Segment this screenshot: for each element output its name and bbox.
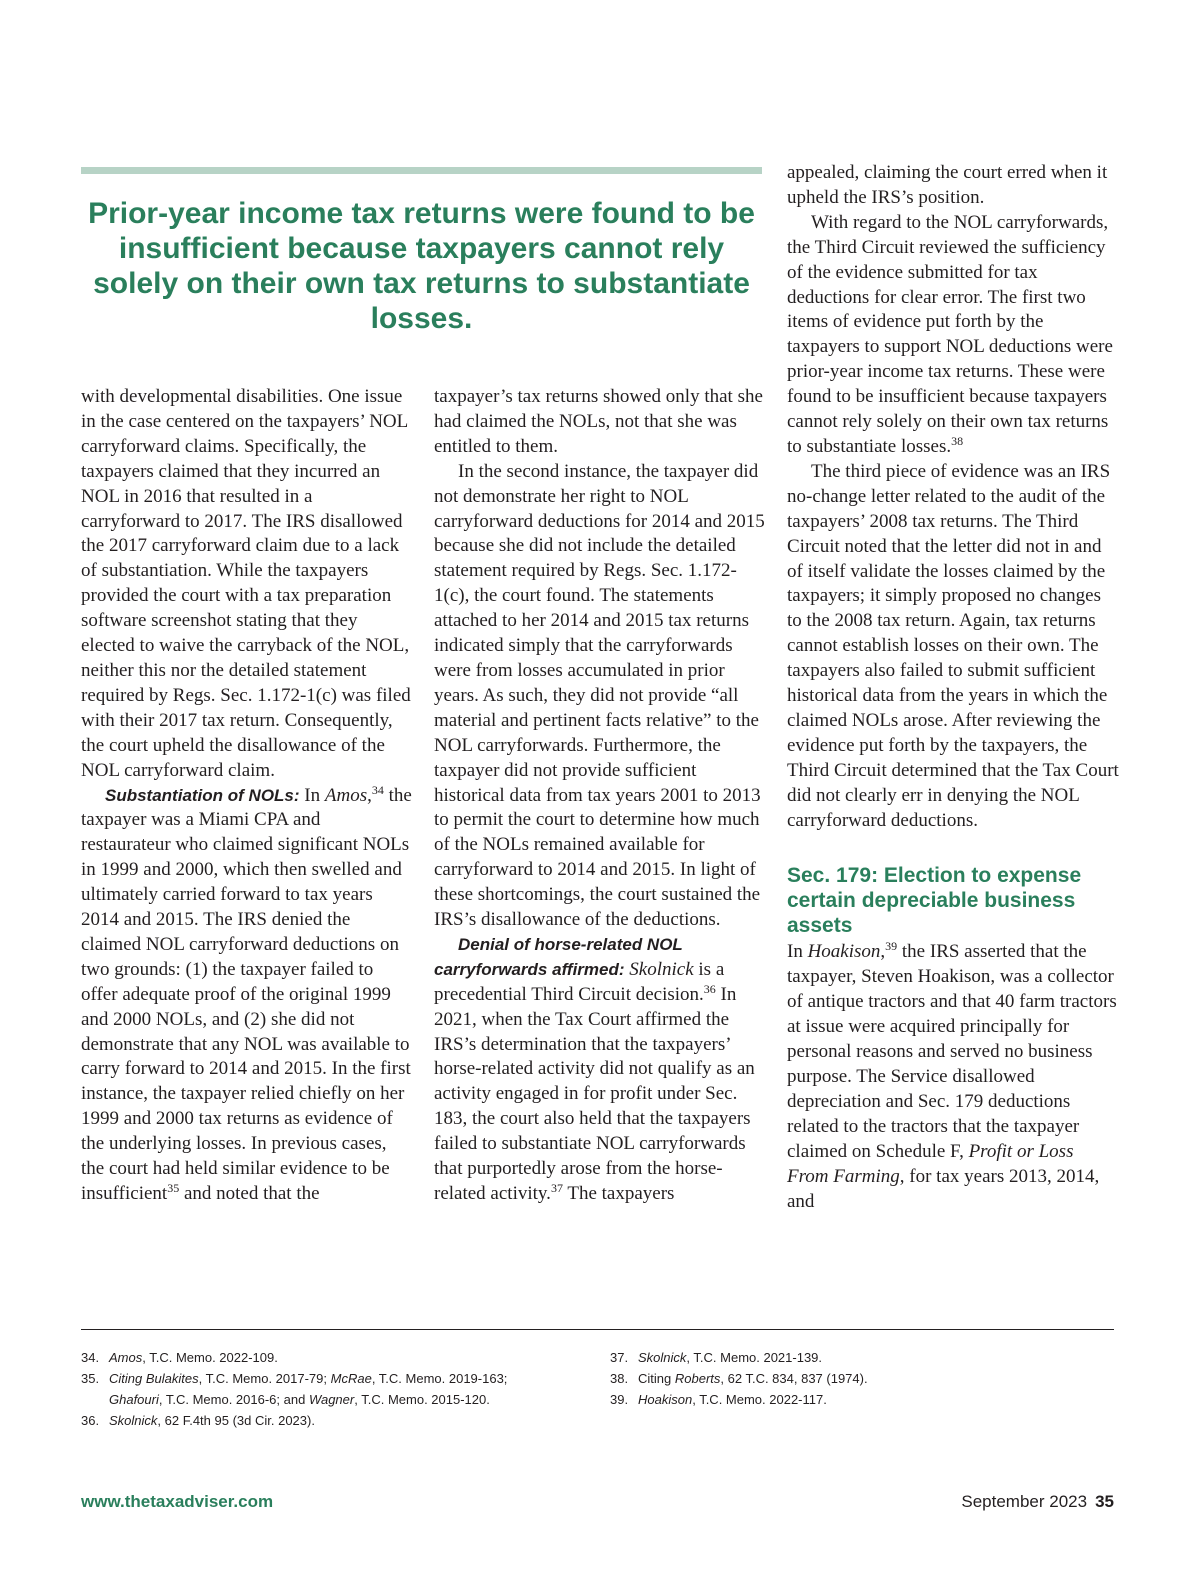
paragraph: The third piece of evidence was an IRS no-change letter related to the audit of the taxpayers’ 2008 tax returns. The Third Circuit noted that the letter did not in and of itself validate the losses claimed by the taxpayers; it simply proposed no changes to the 2008 tax return. Again, tax returns cannot establish losses on their own. The taxpayers also failed to submit sufficient historical data from the years in which the claimed NOLs arose. After reviewing the evidence put forth by the taxpayers, the Third Circuit determined that the Tax Court did not clearly err in denying the NOL carryforward deductions. — [787, 460, 1119, 831]
run-in-heading: Denial of horse-related NOL carryforwards affirmed: — [434, 934, 683, 979]
website-url: www.thetaxadviser.com — [81, 1492, 274, 1511]
footnotes-right — [610, 1347, 1090, 1410]
pull-quote: Prior-year income tax returns were found to be insufficient because taxpayers cannot rely solely on their own tax returns to substantiate losses. — [88, 197, 755, 335]
column-3 — [787, 161, 1119, 1214]
paragraph: In Hoakison,$^{39}$ the IRS asserted that the taxpayer, Steven Hoakison, was a collector of antique tractors and that 40 farm tractors at issue were acquired principally for personal reasons and served no business purpose. The Service disallowed depreciation and Sec. 179 deductions related to the tractors that the taxpayer claimed on Schedule F, Profit or Loss From Farming, for tax years 2013, 2014, and — [787, 939, 1117, 1212]
column-2 — [434, 385, 766, 1207]
paragraph: In the second instance, the taxpayer did not demonstrate her right to NOL carryforward deductions for 2014 and 2015 because she did not include the detailed statement required by Regs. Sec. 1.172-1(c), the court found. The statements attached to her 2014 and 2015 tax returns indicated simply that the carryforwards were from losses accumulated in prior years. As such, they did not provide “all material and pertinent facts relative” to the NOL carryforwards. Furthermore, the taxpayer did not provide sufficient historical data from tax years 2001 to 2013 to permit the court to determine how much of the NOLs remained available for carryforward to 2014 and 2015. In light of these shortcomings, the court sustained the IRS’s disallowance of the deductions. — [434, 460, 765, 931]
paragraph: Substantiation of NOLs: In Amos,$^{34}$ the taxpayer was a Miami CPA and restaurateur who claimed significant NOLs in 1999 and 2000, which then swelled and ultimately carried forward to tax years 2014 and 2015. The IRS denied the claimed NOL carryforward deductions on two grounds: (1) the taxpayer failed to offer adequate proof of the original 1999 and 2000 NOLs, and (2) she did not demonstrate that any NOL was available to carry forward to 2014 and 2015. In the first instance, the taxpayer relied chiefly on her 1999 and 2000 tax returns as evidence of the underlying losses. In previous cases, the court had held similar evidence to be insufficient$^{35}$ and noted that the — [81, 782, 412, 1204]
footnote-ref: 36 — [703, 981, 716, 996]
page-number: 35 — [1095, 1492, 1114, 1511]
run-in-heading: Substantiation of NOLs: — [105, 785, 300, 805]
paragraph: Denial of horse-related NOL carryforwards affirmed: Skolnick is a precedential Third Circuit decision.$^{36}$ In 2021, when the Tax Court affirmed the IRS’s determination that the taxpayers’ horse-related activity did not qualify as an activity engaged in for profit under Sec. 183, the court also held that the taxpayers failed to substantiate NOL carryforwards that purportedly arose from the horse-related activity.$^{37}$ The taxpayers — [434, 934, 755, 1204]
footnote-39: 39. Hoakison, T.C. Memo. 2022-117. — [610, 1392, 827, 1407]
case-name: Hoakison — [807, 941, 881, 963]
paragraph: taxpayer’s tax returns showed only that she had claimed the NOLs, not that she was entitled to them. — [434, 386, 763, 457]
form-title: Profit or Loss From Farming — [787, 1140, 1074, 1187]
section-heading: Sec. 179: Election to expense certain depreciable business assets — [787, 864, 1082, 938]
footnote-35: 35. Citing Bulakites, T.C. Memo. 2017-79; McRae, T.C. Memo. 2019-163; Ghafouri, T.C. Memo. 2016-6; and Wagner, T.C. Memo. 2015-120. — [81, 1371, 508, 1407]
column-1 — [81, 385, 413, 1207]
footnote-ref: 34 — [371, 782, 384, 797]
footnote-ref: 39 — [885, 939, 898, 954]
footnote-ref: 37 — [550, 1181, 563, 1195]
case-name: Amos — [324, 784, 368, 806]
footnote-rule — [81, 1329, 1114, 1330]
footnote-38: 38. Citing Roberts, 62 T.C. 834, 837 (1974). — [610, 1371, 868, 1386]
footnote-37: 37. Skolnick, T.C. Memo. 2021-139. — [610, 1350, 823, 1365]
issue-date: September 2023 35 — [961, 1492, 1114, 1511]
paragraph: appealed, claiming the court erred when it upheld the IRS’s position. — [787, 162, 1108, 208]
case-name: Skolnick — [629, 958, 694, 980]
footnote-ref: 35 — [167, 1181, 180, 1195]
footnotes-left — [81, 1347, 561, 1431]
paragraph: with developmental disabilities. One issue in the case centered on the taxpayers’ NOL carryforward claims. Specifically, the taxpayers claimed that they incurred an NOL in 2016 that resulted in a carryforward to 2017. The IRS disallowed the 2017 carryforward claim due to a lack of substantiation. While the taxpayers provided the court with a tax preparation software screenshot stating that they elected to waive the carryback of the NOL, neither this nor the detailed statement required by Regs. Sec. 1.172-1(c) was filed with their 2017 tax return. Consequently, the court upheld the disallowance of the NOL carryforward claim. — [81, 386, 411, 781]
footnote-36: 36. Skolnick, 62 F.4th 95 (3d Cir. 2023). — [81, 1413, 315, 1428]
pull-quote-bar — [81, 167, 762, 174]
footnote-34: 34. Amos, T.C. Memo. 2022-109. — [81, 1350, 278, 1365]
paragraph: With regard to the NOL carryforwards, the Third Circuit reviewed the sufficiency of the evidence submitted for tax deductions for clear error. The first two items of evidence put forth by the taxpayers to support NOL deductions were prior-year income tax returns. These were found to be insufficient because taxpayers cannot rely solely on their own tax returns to substantiate losses.$^{38}$ — [787, 211, 1113, 457]
footnote-ref: 38 — [951, 433, 964, 448]
